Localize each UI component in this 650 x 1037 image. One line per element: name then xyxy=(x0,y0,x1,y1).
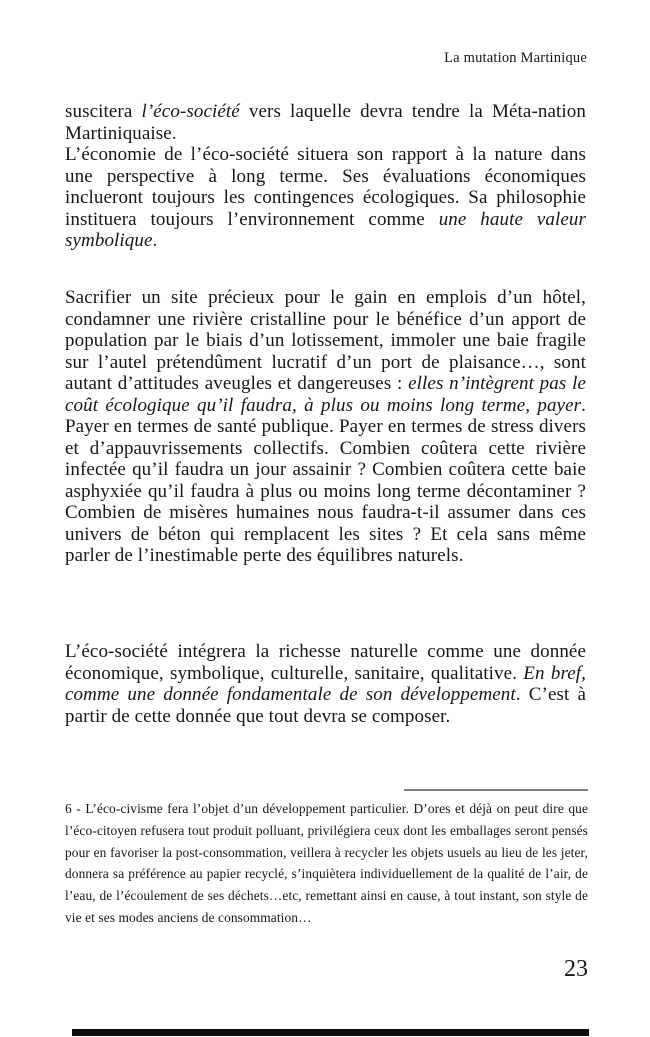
scan-artifact-bar xyxy=(72,1029,589,1036)
paragraph: suscitera l’éco-société vers laquelle devra tendre la Méta-nation Martiniquaise. xyxy=(65,101,586,144)
paragraph: Sacrifier un site précieux pour le gain en emplois d’un hôtel, condamner une rivière cristalline pour le bénéfice d’un apport de population par le biais d’un lotissement, immoler une baie fragile sur l’autel prétendûment lucratif d’un port de plaisance…, sont autant d’attitudes aveugles et dangereuses : elles n’intègrent pas le coût écologique qu’il faudra, à plus ou moins long terme, payer. Payer en termes de santé publique. Payer en termes de stress divers et d’appauvrissements collectifs. Combien coûtera cette rivière infectée qu’il faudra un jour assainir ? Combien coûtera cette baie asphyxiée qu’il faudra à plus ou moins long terme décontaminer ? Combien de misères humaines nous faudra-t-il assumer dans ces univers de béton qui remplacent les sites ? Et cela sans même parler de l’inestimable perte des équilibres naturels. xyxy=(65,287,587,566)
page-number: 23 xyxy=(564,956,588,982)
body-text-block-3 xyxy=(65,641,586,727)
running-header-title: La mutation Martinique xyxy=(444,50,587,66)
body-text-block-2 xyxy=(65,287,586,567)
paragraph: L’éco-société intégrera la richesse naturelle comme une donnée économique, symbolique, culturelle, sanitaire, qualitative. En bref, comme une donnée fondamentale de son développement. C’est à partir de cette donnée que tout devra se composer. xyxy=(65,641,586,727)
footnote-separator-rule xyxy=(404,789,588,791)
footnote: 6 - L’éco-civisme fera l’objet d’un développement particulier. D’ores et déjà on peut dire que l’éco-citoyen refusera tout produit polluant, privilégiera ceux dont les emballages seront pensés pour en favoriser la post-consommation, veillera à recycler les objets usuels au lieu de les jeter, donnera sa préférence au papier recyclé, s’inquiètera individuellement de la qualité de l’air, de l’eau, de l’écoulement de ses déchets…etc, remettant ainsi en cause, à tout instant, son style de vie et ses modes anciens de consommation… xyxy=(65,801,588,925)
body-text-block-1 xyxy=(65,101,586,252)
paragraph: L’économie de l’éco-société situera son rapport à la nature dans une perspective à long terme. Ses évaluations économiques inclueront toujours les contingences écologiques. Sa philosophie instituera toujours l’environnement comme une haute valeur symbolique. xyxy=(65,144,586,251)
